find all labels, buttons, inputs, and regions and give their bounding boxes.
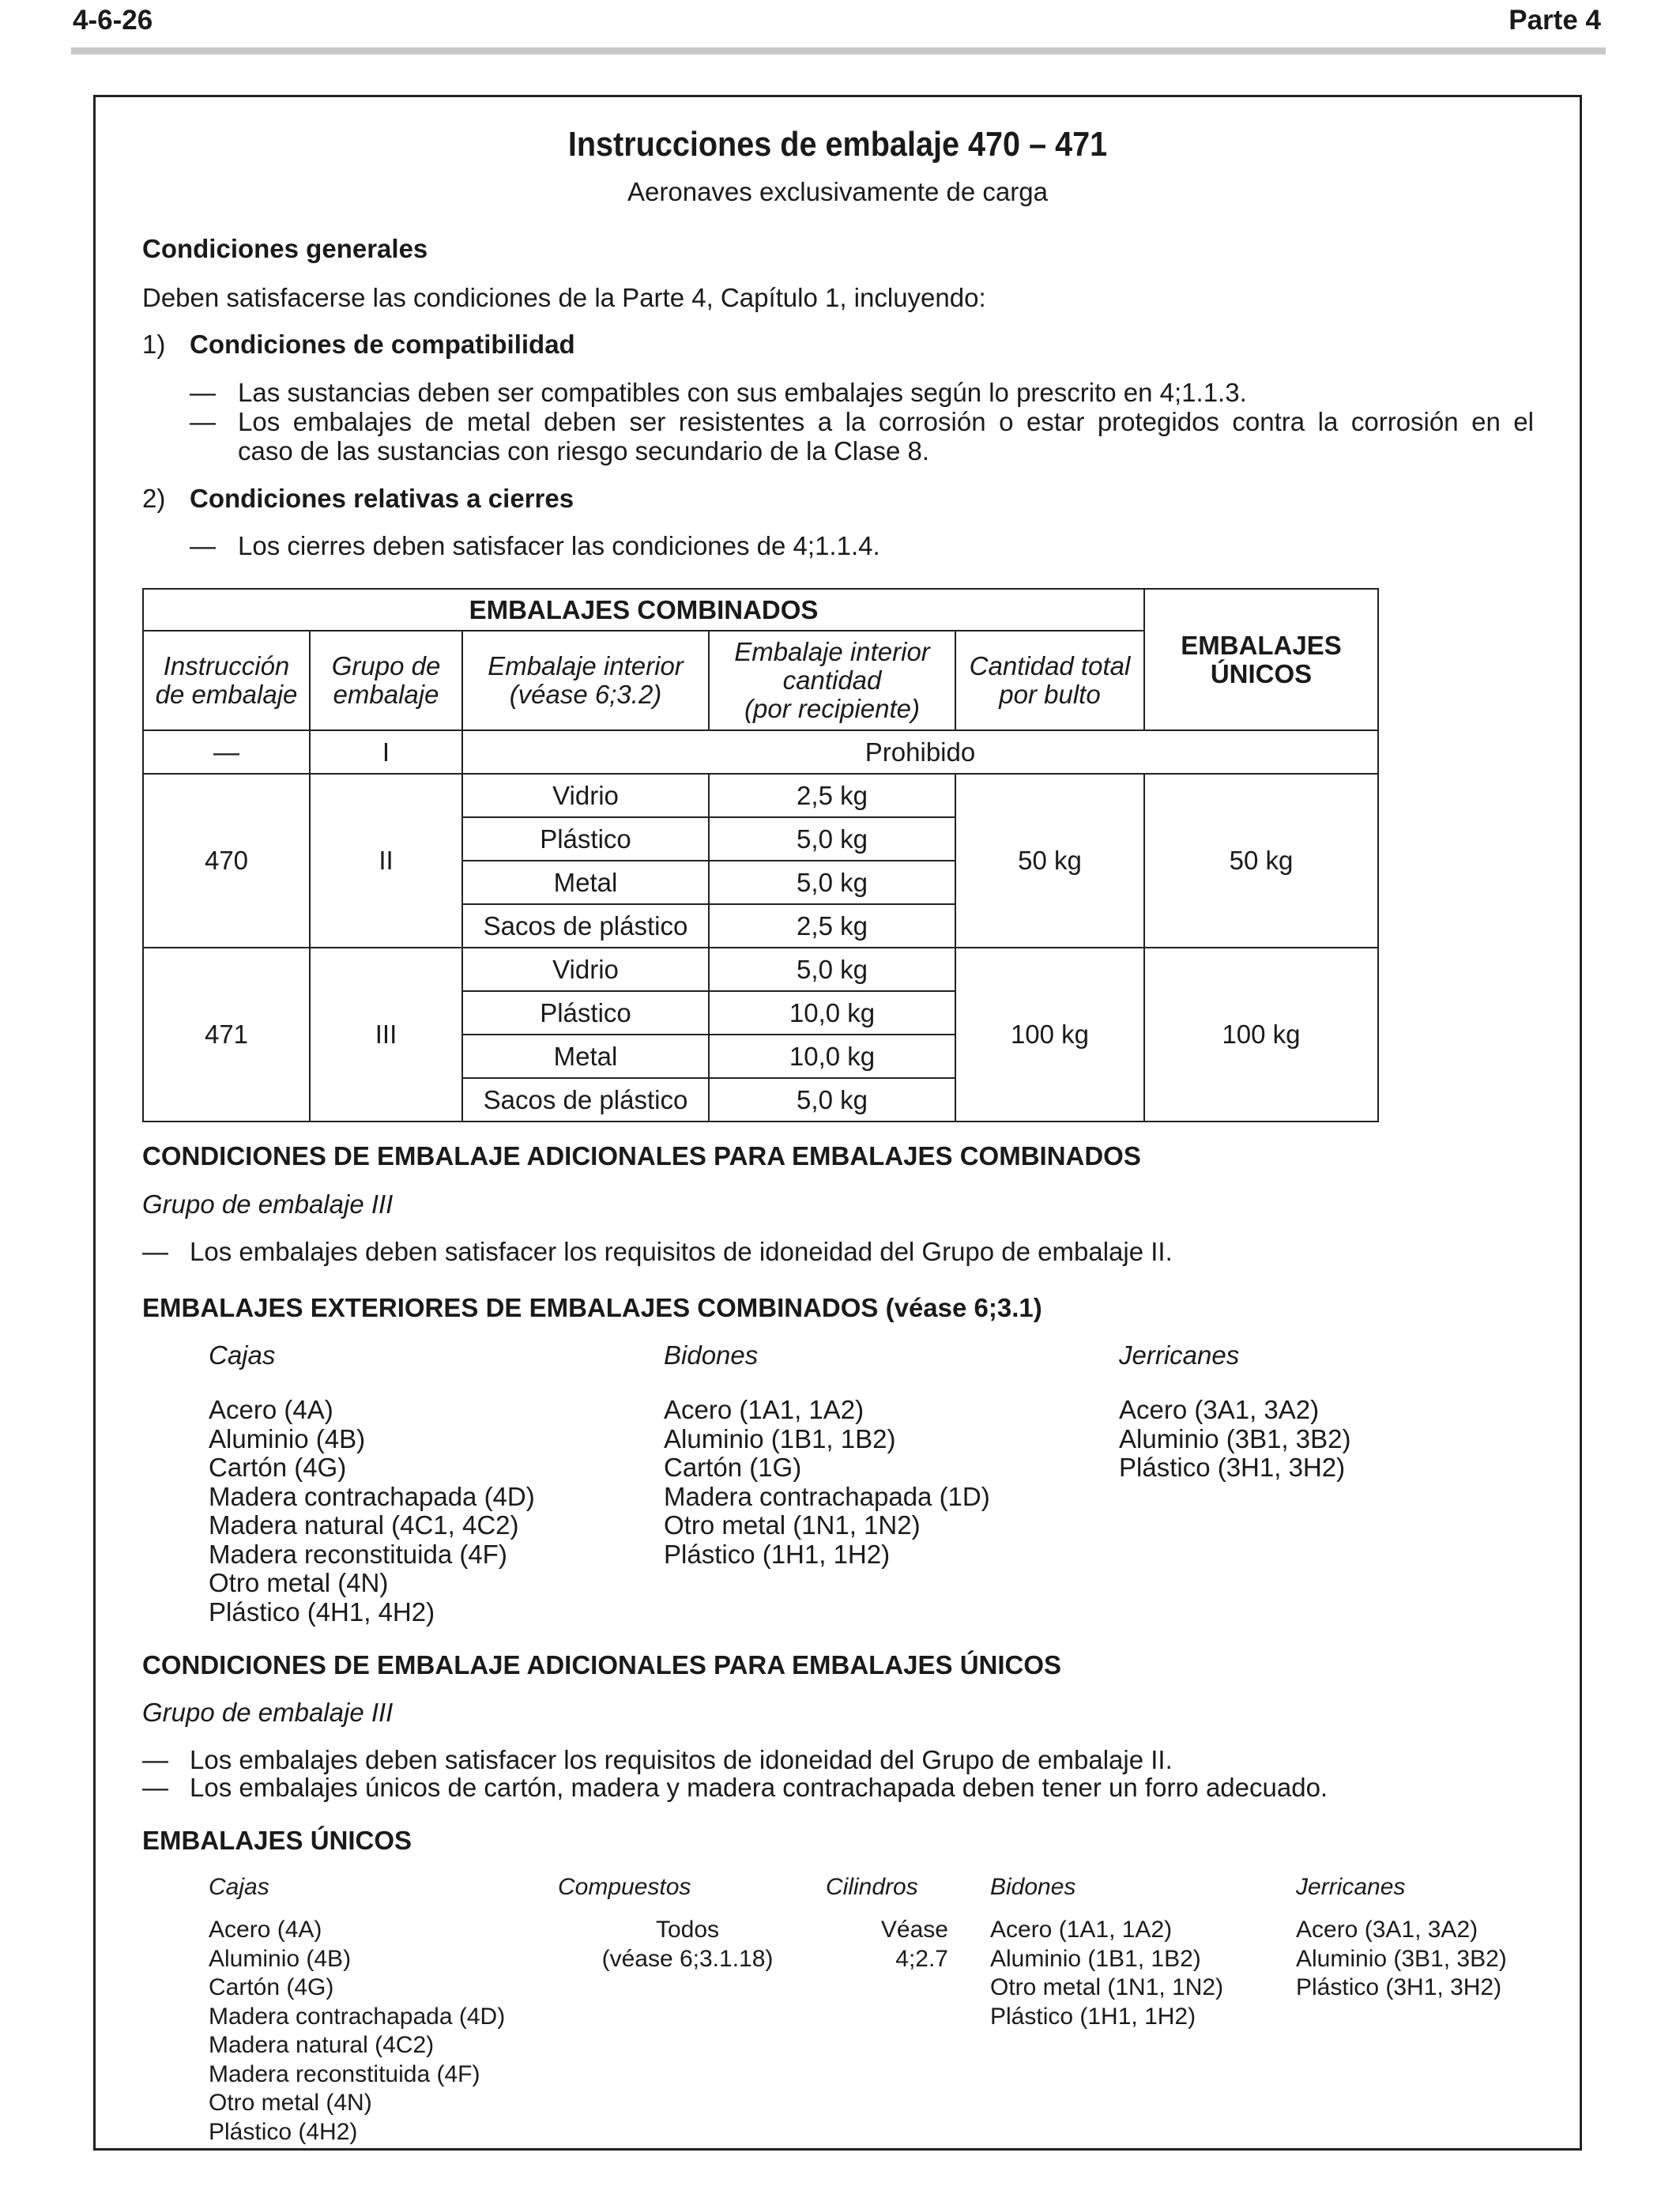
table-cell: — <box>143 730 310 774</box>
add-combined-group: Grupo de embalaje III <box>142 1189 394 1219</box>
dash: — <box>142 1773 168 1802</box>
condition-2-number: 2) <box>142 484 166 513</box>
page-number: 4-6-26 <box>73 5 153 36</box>
table-cell-qty: 2,5 kg <box>709 774 955 817</box>
table-cell-qty: 5,0 kg <box>709 861 955 904</box>
list-item: Aluminio (4B) <box>209 1423 366 1453</box>
list-item: Plástico (3H1, 3H2) <box>1119 1453 1346 1482</box>
add-single-heading: CONDICIONES DE EMBALAJE ADICIONALES PARA EMBALAJES ÚNICOS <box>142 1650 1062 1679</box>
col-header-group: Grupo de embalaje <box>310 631 462 730</box>
add-combined-heading: CONDICIONES DE EMBALAJE ADICIONALES PARA EMBALAJES COMBINADOS <box>142 1141 1141 1171</box>
packing-table <box>142 588 1379 1122</box>
table-cell-qty: 5,0 kg <box>709 948 955 991</box>
table-cell-single: 50 kg <box>1144 774 1378 948</box>
list-item: Plástico (1H1, 1H2) <box>990 2003 1196 2030</box>
condition-1-title: Condiciones de compatibilidad <box>190 330 575 359</box>
list-item: Madera natural (4C1, 4C2) <box>209 1510 519 1540</box>
table-row <box>143 774 1378 817</box>
header-rule <box>71 47 1606 55</box>
list-item: Acero (4A) <box>209 1917 322 1943</box>
table-cell-inner: Vidrio <box>462 774 709 817</box>
table-cell-qty: 2,5 kg <box>709 904 955 948</box>
table-cell-inner: Sacos de plástico <box>462 904 709 948</box>
table-cell-inner: Metal <box>462 1035 709 1078</box>
add-single-item: Los embalajes únicos de cartón, madera y madera contrachapada deben tener un forro adecuado. <box>190 1773 1328 1802</box>
table-row <box>143 948 1378 991</box>
list-item: Otro metal (4N) <box>209 1568 389 1597</box>
table-cell-qty: 10,0 kg <box>709 991 955 1035</box>
list-item: 4;2.7 <box>895 1945 948 1972</box>
list-item: Cartón (4G) <box>209 1453 347 1482</box>
single-list-cajas <box>209 1916 505 2147</box>
dash: — <box>142 1745 168 1774</box>
list-item: Madera contrachapada (1D) <box>664 1481 990 1511</box>
single-list-cilindros <box>838 1916 948 1973</box>
dash: — <box>190 378 216 407</box>
list-item: Véase <box>880 1917 948 1943</box>
part-label: Parte 4 <box>1509 5 1601 36</box>
table-cell-qty: 5,0 kg <box>709 1078 955 1122</box>
col-header-qty: Embalaje interior cantidad (por recipiente) <box>709 631 955 730</box>
table-cell-inner: Vidrio <box>462 948 709 991</box>
list-item: Madera contrachapada (4D) <box>209 2003 506 2030</box>
single-col-title-bidones: Bidones <box>990 1874 1076 1900</box>
list-item: Cartón (1G) <box>664 1453 802 1482</box>
condition-2-title: Condiciones relativas a cierres <box>190 484 574 513</box>
list-item: Aluminio (1B1, 1B2) <box>664 1423 896 1453</box>
table-cell-single: 100 kg <box>1144 948 1378 1122</box>
list-item: Aluminio (1B1, 1B2) <box>990 1945 1201 1972</box>
single-col-title-cilindros: Cilindros <box>826 1874 918 1900</box>
table-cell-total: 50 kg <box>955 774 1144 948</box>
table-cell-inner: Plástico <box>462 991 709 1035</box>
single-col-title-cajas: Cajas <box>209 1874 269 1900</box>
add-single-group: Grupo de embalaje III <box>142 1698 394 1727</box>
list-item: Aluminio (3B1, 3B2) <box>1119 1423 1351 1453</box>
list-item: Plástico (4H2) <box>209 2118 358 2145</box>
list-item: Otro metal (4N) <box>209 2090 372 2116</box>
single-col-title-jerricanes: Jerricanes <box>1296 1874 1406 1900</box>
table-cell-inner: Plástico <box>462 817 709 861</box>
general-heading: Condiciones generales <box>142 234 428 263</box>
list-item: Aluminio (4B) <box>209 1945 352 1972</box>
single-header: EMBALAJES ÚNICOS <box>1144 589 1378 730</box>
condition-1-number: 1) <box>142 330 166 359</box>
list-item: Acero (3A1, 3A2) <box>1296 1917 1478 1943</box>
table-cell-group: II <box>310 774 462 948</box>
table-cell-inner: Metal <box>462 861 709 904</box>
list-item: Plástico (3H1, 3H2) <box>1296 1974 1502 2000</box>
dash: — <box>190 407 216 436</box>
list-item: Acero (1A1, 1A2) <box>990 1917 1173 1943</box>
outer-heading: EMBALAJES EXTERIORES DE EMBALAJES COMBINADOS (véase 6;3.1) <box>142 1293 1042 1322</box>
col-header-instruction: Instrucción de embalaje <box>143 631 310 730</box>
combined-header: EMBALAJES COMBINADOS <box>143 589 1144 631</box>
list-item: Otro metal (1N1, 1N2) <box>664 1510 921 1540</box>
list-item: (véase 6;3.1.18) <box>601 1945 774 1972</box>
general-intro: Deben satisfacerse las condiciones de la Parte 4, Capítulo 1, incluyendo: <box>142 283 986 312</box>
list-item: Cartón (4G) <box>209 1974 334 2000</box>
list-item: Otro metal (1N1, 1N2) <box>990 1974 1224 2000</box>
condition-1-item-cont: caso de las sustancias con riesgo secundario de la Clase 8. <box>238 436 929 466</box>
single-list-bidones <box>990 1916 1223 2031</box>
condition-1-item: Las sustancias deben ser compatibles con sus embalajes según lo prescrito en 4;1.1.3. <box>238 378 1247 407</box>
add-combined-item: Los embalajes deben satisfacer los requisitos de idoneidad del Grupo de embalaje II. <box>190 1237 1173 1266</box>
table-cell-total: 100 kg <box>955 948 1144 1122</box>
outer-col-title-jerricanes: Jerricanes <box>1119 1340 1240 1370</box>
table-row-forbidden <box>143 730 1378 774</box>
add-single-item: Los embalajes deben satisfacer los requisitos de idoneidad del Grupo de embalaje II. <box>190 1745 1173 1774</box>
outer-list-jerricanes <box>1119 1396 1350 1483</box>
dash: — <box>190 531 216 560</box>
outer-col-title-cajas: Cajas <box>209 1340 276 1370</box>
single-heading: EMBALAJES ÚNICOS <box>142 1826 412 1855</box>
condition-2-item: Los cierres deben satisfacer las condiciones de 4;1.1.4. <box>238 531 880 560</box>
table-cell-group: III <box>310 948 462 1122</box>
col-header-inner: Embalaje interior (véase 6;3.2) <box>462 631 709 730</box>
list-item: Madera natural (4C2) <box>209 2032 435 2058</box>
col-header-total: Cantidad total por bulto <box>955 631 1144 730</box>
condition-1-item: Los embalajes de metal deben ser resistentes a la corrosión o estar protegidos contra la corrosión en el <box>238 407 1534 436</box>
list-item: Madera contrachapada (4D) <box>209 1481 535 1511</box>
table-cell-qty: 5,0 kg <box>709 817 955 861</box>
list-item: Acero (4A) <box>209 1395 333 1424</box>
list-item: Acero (1A1, 1A2) <box>664 1395 864 1424</box>
single-col-title-compuestos: Compuestos <box>558 1874 691 1900</box>
dash: — <box>142 1237 168 1266</box>
table-cell-inner: Sacos de plástico <box>462 1078 709 1122</box>
single-list-jerricanes <box>1296 1916 1507 2003</box>
outer-list-bidones <box>664 1396 990 1569</box>
list-item: Plástico (4H1, 4H2) <box>209 1596 435 1627</box>
table-cell-instruction: 471 <box>143 948 310 1122</box>
table-cell-instruction: 470 <box>143 774 310 948</box>
list-item: Plástico (1H1, 1H2) <box>664 1539 891 1569</box>
outer-list-cajas <box>209 1396 535 1627</box>
page-title: Instrucciones de embalaje 470 – 471 <box>567 125 1108 164</box>
list-item: Madera reconstituida (4F) <box>209 1539 507 1569</box>
outer-col-title-bidones: Bidones <box>664 1340 759 1370</box>
list-item: Acero (3A1, 3A2) <box>1119 1395 1320 1424</box>
list-item: Todos <box>655 1917 720 1943</box>
list-item: Aluminio (3B1, 3B2) <box>1296 1945 1507 1972</box>
table-cell-forbidden: Prohibido <box>462 730 1378 774</box>
single-list-compuestos <box>585 1916 790 1973</box>
list-item: Madera reconstituida (4F) <box>209 2060 480 2087</box>
table-cell: I <box>310 730 462 774</box>
table-cell-qty: 10,0 kg <box>709 1035 955 1078</box>
page-subtitle: Aeronaves exclusivamente de carga <box>627 177 1048 206</box>
